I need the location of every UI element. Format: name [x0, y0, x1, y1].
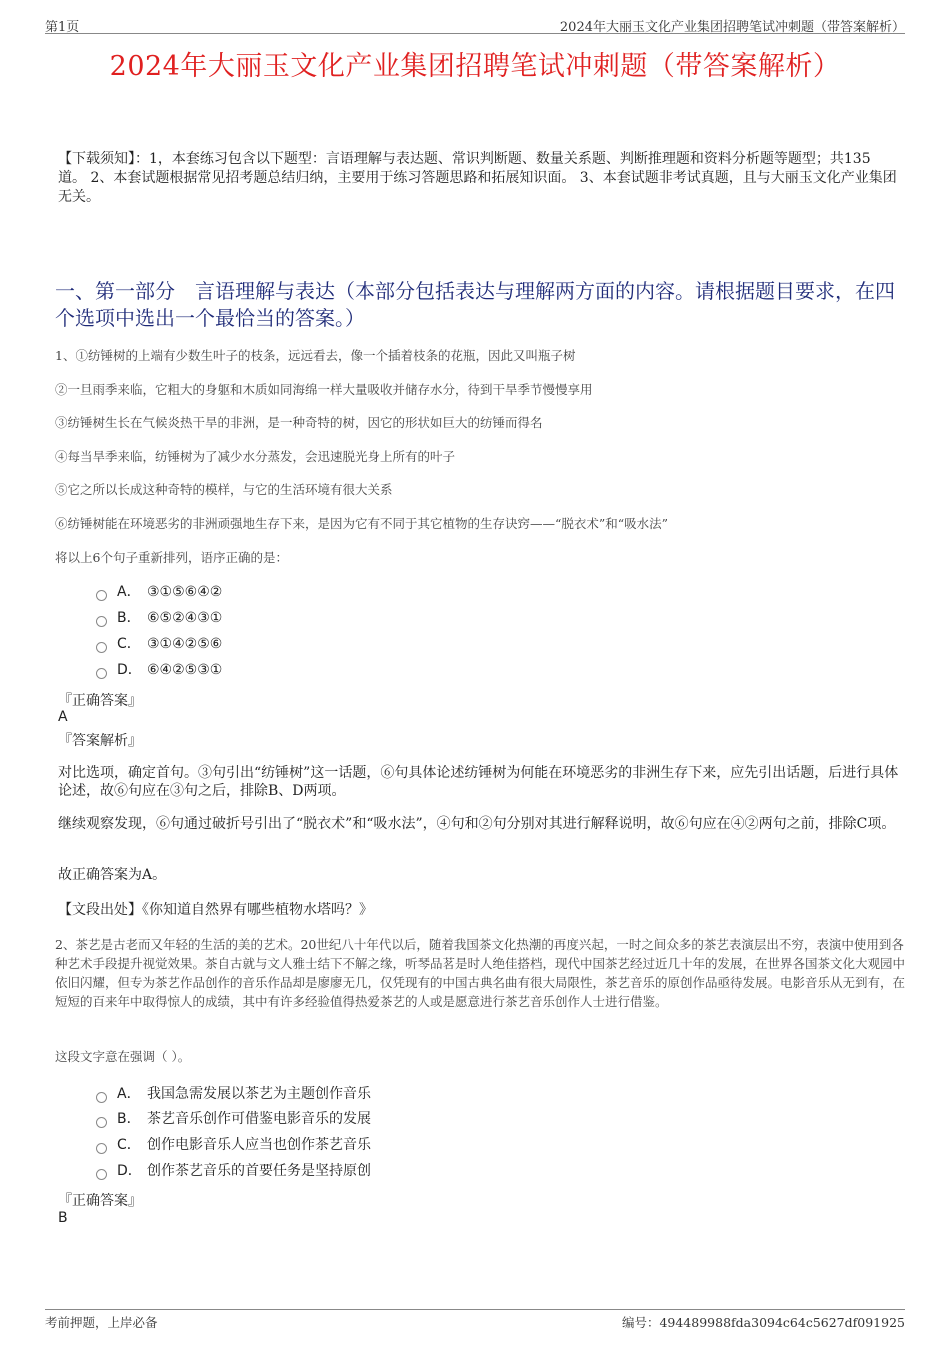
- option-letter: D．: [117, 1163, 142, 1179]
- download-notice: 【下载须知】：1，本套练习包含以下题型：言语理解与表达题、常识判断题、数量关系题、判断推理题和资料分析题等题型；共135道。 2、本套试题根据常见招考题总结归纳，主要用于练习答题思路和拓展知识面。 3、本套试题非考试真题，且与大丽玉文化产业集团无关。: [58, 151, 897, 205]
- q2-stem: 2、茶艺是古老而又年轻的生活的美的艺术。20世纪八十年代以后，随着我国茶文化热潮的再度兴起，一时之间众多的茶艺表演层出不穷，表演中使用到各种艺术手段提升视觉效果。茶自古就与文人雅士结下不解之缘，听琴品茗是时人绝佳搭档，现代中国茶艺经过近几十年的发展，在世界各国茶文化大观园中依旧闪耀，但专为茶艺作品创作的音乐作品却是廖廖无几，仅凭现有的中国古典名曲有很大局限性，茶艺音乐的原创作品亟待发展。电影音乐从无到有，在短短的百来年中取得惊人的成绩，其中有许多经验值得热爱茶艺的人或是愿意进行茶艺音乐创作人士进行借鉴。: [55, 937, 906, 1009]
- footer-slogan: 考前押题，上岸必备: [45, 1315, 158, 1330]
- option-letter: C．: [117, 636, 141, 652]
- radio-icon[interactable]: [96, 616, 107, 627]
- option-text: 茶艺音乐创作可借鉴电影音乐的发展: [147, 1111, 371, 1127]
- q2-option-d[interactable]: [96, 1161, 371, 1181]
- option-letter: B．: [117, 610, 141, 626]
- option-letter: D．: [117, 662, 142, 678]
- option-text: ⑥④②⑤③①: [147, 662, 223, 678]
- q1-analysis-label: 『答案解析』: [58, 733, 142, 749]
- option-text: ③①⑤⑥④②: [147, 584, 223, 600]
- q1-analysis-1: 对比选项，确定首句。③句引出“纺锤树”这一话题，⑥句具体论述纺锤树为何能在环境恶劣的非洲生存下来，应先引出话题，后进行具体论述，故⑥句应在③句之后，排除B、D两项。: [58, 765, 899, 799]
- footer-doc-id: 编号：494489988fda3094c64c5627df091925: [621, 1315, 905, 1330]
- radio-icon[interactable]: [96, 590, 107, 601]
- q1-line-6: ⑥纺锤树能在环境恶劣的非洲顽强地生存下来，是因为它有不同于其它植物的生存诀窍——“脱衣术”和“吸水法”: [55, 516, 669, 531]
- radio-icon[interactable]: [96, 1169, 107, 1180]
- q1-option-b[interactable]: [96, 608, 222, 628]
- q1-answer-label: 『正确答案』: [58, 693, 142, 709]
- q1-analysis-3: 故正确答案为A。: [58, 867, 167, 883]
- q1-option-a[interactable]: [96, 582, 222, 602]
- option-letter: B．: [117, 1111, 141, 1127]
- header-divider: [45, 33, 905, 34]
- radio-icon[interactable]: [96, 1092, 107, 1103]
- option-letter: A．: [117, 1086, 141, 1102]
- q2-answer: B: [58, 1210, 68, 1226]
- option-text: 创作茶艺音乐的首要任务是坚持原创: [147, 1163, 371, 1179]
- option-text: 创作电影音乐人应当也创作茶艺音乐: [147, 1137, 371, 1153]
- option-text: 我国急需发展以茶艺为主题创作音乐: [147, 1086, 371, 1102]
- option-text: ⑥⑤②④③①: [147, 610, 223, 626]
- q1-analysis-2: 继续观察发现，⑥句通过破折号引出了“脱衣术”和“吸水法”，④句和②句分别对其进行解释说明，故⑥句应在④②两句之前，排除C项。: [58, 816, 896, 832]
- q1-line-2: ②一旦雨季来临，它粗大的身躯和木质如同海绵一样大量吸收并储存水分，待到干旱季节慢慢享用: [55, 382, 593, 397]
- q2-prompt: 这段文字意在强调（ ）。: [55, 1049, 191, 1064]
- radio-icon[interactable]: [96, 1117, 107, 1128]
- q1-line-5: ⑤它之所以长成这种奇特的模样，与它的生活环境有很大关系: [55, 482, 393, 497]
- q1-prompt: 将以上6个句子重新排列，语序正确的是：: [55, 550, 288, 565]
- q2-answer-label: 『正确答案』: [58, 1193, 142, 1209]
- q1-line-4: ④每当旱季来临，纺锤树为了减少水分蒸发，会迅速脱光身上所有的叶子: [55, 449, 456, 464]
- page-number: 第1页: [45, 20, 80, 35]
- option-text: ③①④②⑤⑥: [147, 636, 223, 652]
- q2-option-b[interactable]: [96, 1109, 371, 1129]
- option-letter: A．: [117, 584, 141, 600]
- q2-option-c[interactable]: [96, 1135, 371, 1155]
- q1-option-c[interactable]: [96, 634, 222, 654]
- q1-line-3: ③纺锤树生长在气候炎热干旱的非洲，是一种奇特的树，因它的形状如巨大的纺锤而得名: [55, 415, 543, 430]
- q1-option-d[interactable]: [96, 660, 222, 680]
- radio-icon[interactable]: [96, 642, 107, 653]
- header-doc-title: 2024年大丽玉文化产业集团招聘笔试冲刺题（带答案解析）: [559, 20, 905, 35]
- section-heading: 一、第一部分 言语理解与表达（本部分包括表达与理解两方面的内容。请根据题目要求，在四个选项中选出一个最恰当的答案。）: [55, 279, 895, 330]
- q2-option-a[interactable]: [96, 1084, 371, 1104]
- radio-icon[interactable]: [96, 668, 107, 679]
- q1-answer: A: [58, 709, 68, 725]
- q1-line-1: 1、①纺锤树的上端有少数生叶子的枝条，远远看去，像一个插着枝条的花瓶，因此又叫瓶子树: [55, 348, 576, 363]
- radio-icon[interactable]: [96, 1143, 107, 1154]
- footer-divider: [45, 1309, 905, 1310]
- option-letter: C．: [117, 1137, 141, 1153]
- page-title: 2024年大丽玉文化产业集团招聘笔试冲刺题（带答案解析）: [109, 51, 841, 82]
- q1-source: 【文段出处】《你知道自然界有哪些植物水塔吗？》: [58, 902, 373, 918]
